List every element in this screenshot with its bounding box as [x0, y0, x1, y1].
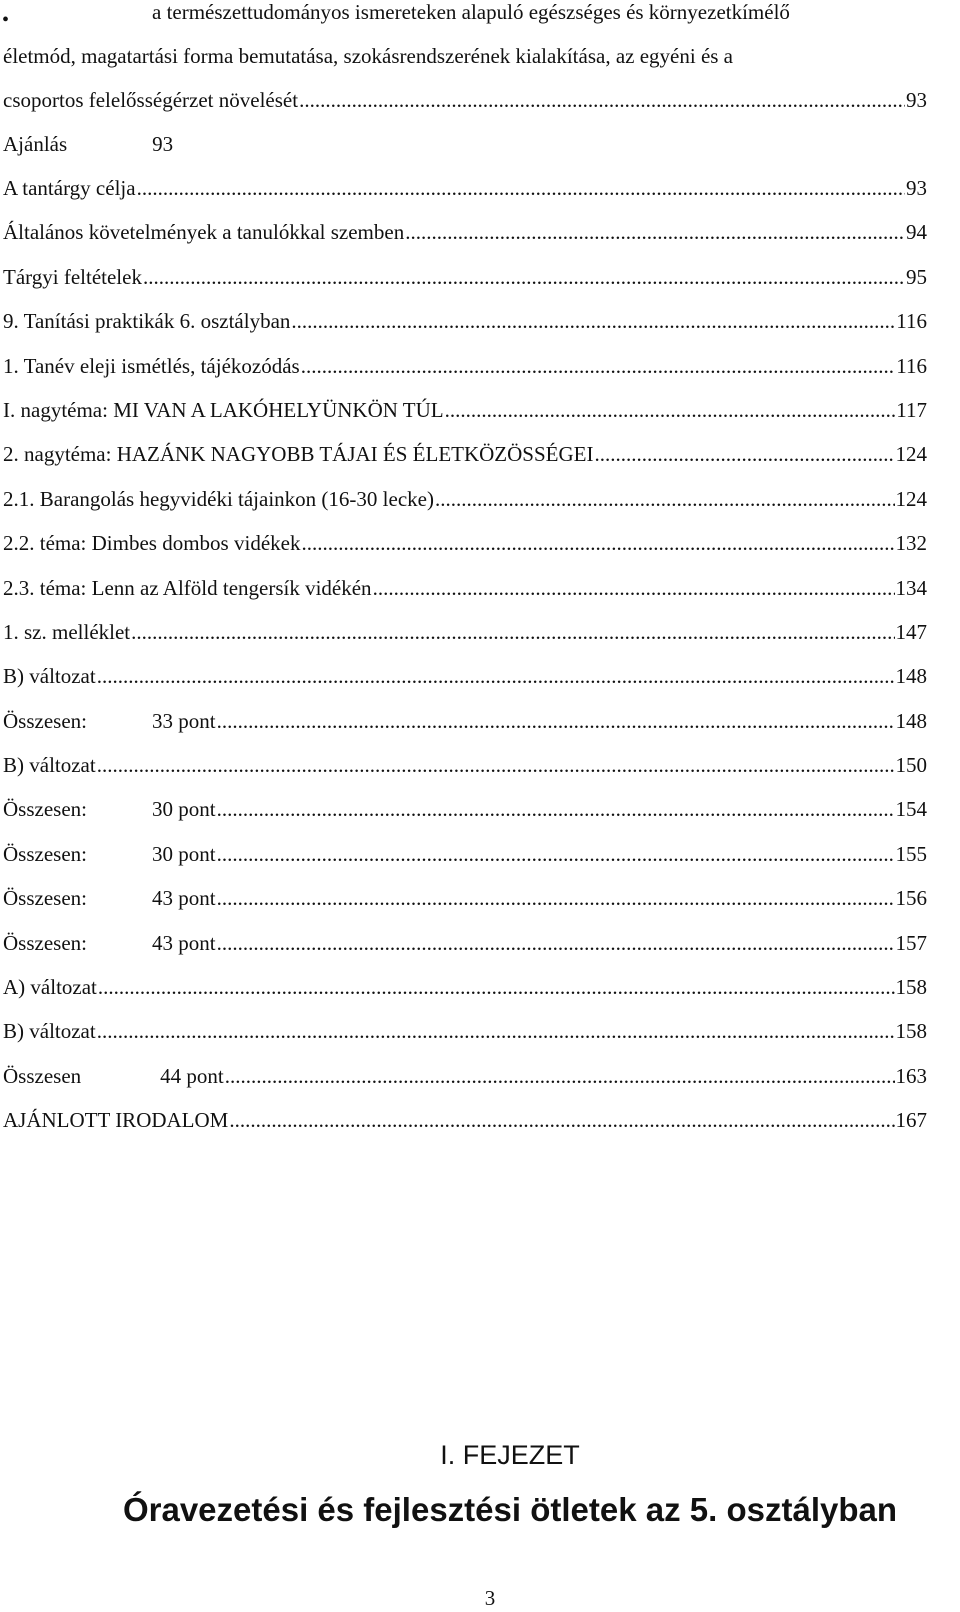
toc-entry-page: 150: [895, 753, 927, 778]
toc-entry[interactable]: [3, 88, 927, 132]
toc-leader-dots: [373, 576, 895, 600]
toc-entry-label: Ajánlás: [3, 132, 68, 156]
toc-entry-label: 9. Tanítási praktikák 6. osztályban: [3, 309, 291, 334]
toc-entry-page: 95: [906, 264, 927, 289]
toc-entry-page: 134: [895, 575, 927, 600]
toc-entry[interactable]: [3, 842, 927, 886]
toc-entry-label: Összesen:: [3, 708, 87, 733]
toc-entry-label: 2. nagytéma: HAZÁNK NAGYOBB TÁJAI ÉS ÉLETKÖZÖSSÉGEI: [3, 442, 594, 467]
chapter-title: Óravezetési és fejlesztési ötletek az 5. osztályban: [122, 1491, 898, 1528]
toc-entry-page: 156: [895, 886, 927, 911]
toc-entry-page: 124: [895, 486, 927, 511]
toc-leader-dots: [131, 620, 894, 644]
table-of-contents: [3, 88, 927, 1153]
toc-entry-label: Összesen:: [3, 930, 87, 955]
toc-entry-page: 158: [895, 1019, 927, 1044]
toc-leader-dots: [291, 309, 895, 333]
toc-entry[interactable]: [3, 487, 927, 531]
toc-leader-dots: [217, 886, 895, 910]
toc-entry-label: 2.2. téma: Dimbes dombos vidékek: [3, 531, 301, 556]
toc-entry-page: 93: [906, 88, 927, 112]
toc-entry-page: 157: [895, 930, 927, 955]
toc-entry[interactable]: [3, 220, 927, 264]
toc-entry[interactable]: [3, 398, 927, 442]
toc-entry[interactable]: [3, 265, 927, 309]
toc-leader-dots: [301, 354, 896, 378]
bullet-icon: •: [2, 9, 10, 31]
toc-entry-page: 154: [895, 797, 927, 822]
toc-entry-page: 116: [896, 353, 927, 378]
toc-leader-dots: [97, 664, 895, 688]
toc-entry-label: B) változat: [3, 1019, 96, 1044]
toc-leader-dots: [217, 931, 895, 955]
toc-leader-dots: [97, 753, 895, 777]
toc-entry-page: 94: [906, 220, 927, 245]
toc-leader-dots: [217, 797, 895, 821]
toc-entry[interactable]: [3, 709, 927, 753]
toc-entry-detail: 30 pont: [151, 797, 216, 822]
intro-line-1: a természettudományos ismereteken alapuló egészséges és környezetkímélő: [152, 0, 790, 24]
toc-entry-label: Összesen:: [3, 841, 87, 866]
toc-entry-page: 117: [896, 397, 927, 422]
toc-entry-page: 147: [895, 619, 927, 644]
intro-line-2: életmód, magatartási forma bemutatása, szokásrendszerének kialakítása, az egyéni és a: [3, 44, 734, 68]
toc-entry[interactable]: [3, 931, 927, 975]
toc-entry-label: Összesen:: [3, 797, 87, 822]
toc-entry-label: I. nagytéma: MI VAN A LAKÓHELYÜNKÖN TÚL: [3, 397, 444, 422]
toc-entry[interactable]: [3, 1064, 927, 1108]
toc-leader-dots: [98, 975, 895, 999]
toc-entry-page: 124: [895, 442, 927, 467]
toc-entry-label: Összesen:: [3, 886, 87, 911]
toc-entry-label: A) változat: [3, 975, 97, 1000]
toc-entry[interactable]: [3, 176, 927, 220]
toc-leader-dots: [435, 487, 895, 511]
toc-entry[interactable]: [3, 442, 927, 486]
toc-entry[interactable]: [3, 753, 927, 797]
toc-entry-page: 155: [895, 841, 927, 866]
toc-entry-label: Összesen: [3, 1063, 82, 1088]
toc-entry-detail: 33 pont: [151, 708, 216, 733]
toc-entry-detail: 30 pont: [151, 841, 216, 866]
toc-entry[interactable]: [3, 1108, 927, 1152]
toc-leader-dots: [445, 398, 896, 422]
toc-entry-detail: 43 pont: [151, 886, 216, 911]
toc-entry-page: 148: [895, 664, 927, 689]
toc-entry-page: 163: [895, 1063, 927, 1088]
toc-entry[interactable]: [3, 354, 927, 398]
toc-entry-label: 2.3. téma: Lenn az Alföld tengersík vidékén: [3, 575, 372, 600]
toc-leader-dots: [97, 1019, 895, 1043]
toc-leader-dots: [217, 842, 895, 866]
toc-entry-page: 132: [895, 531, 927, 556]
toc-entry-page: 167: [895, 1108, 927, 1133]
toc-entry-label: csoportos felelősségérzet növelését: [3, 88, 299, 112]
toc-leader-dots: [301, 531, 894, 555]
toc-entry[interactable]: [3, 309, 927, 353]
toc-entry-label: 1. Tanév eleji ismétlés, tájékozódás: [3, 353, 300, 378]
toc-entry[interactable]: [3, 531, 927, 575]
toc-entry-label: 1. sz. melléklet: [3, 619, 131, 644]
toc-leader-dots: [299, 88, 905, 112]
toc-entry-label: 2.1. Barangolás hegyvidéki tájainkon (16-30 lecke): [3, 486, 434, 511]
toc-entry[interactable]: [3, 797, 927, 841]
toc-entry-label: A tantárgy célja: [3, 176, 136, 200]
toc-entry[interactable]: [3, 664, 927, 708]
toc-entry-detail: 43 pont: [151, 930, 216, 955]
toc-entry[interactable]: [3, 132, 927, 176]
toc-entry-label: AJÁNLOTT IRODALOM: [3, 1108, 229, 1133]
toc-leader-dots: [137, 176, 905, 200]
toc-entry-page: 158: [895, 975, 927, 1000]
toc-leader-dots: [594, 442, 894, 466]
page-number: 3: [484, 1586, 496, 1610]
toc-entry[interactable]: [3, 975, 927, 1019]
toc-entry-label: B) változat: [3, 753, 96, 778]
toc-entry-label: Általános követelmények a tanulókkal szemben: [3, 220, 405, 245]
toc-entry-page: 148: [895, 708, 927, 733]
toc-entry-label: Tárgyi feltételek: [3, 264, 142, 289]
toc-leader-dots: [225, 1064, 895, 1088]
toc-entry-detail: 44 pont: [160, 1063, 224, 1088]
toc-leader-dots: [405, 220, 905, 244]
toc-entry-detail: 93: [152, 132, 174, 156]
chapter-number: I. FEJEZET: [440, 1440, 580, 1470]
toc-leader-dots: [229, 1108, 894, 1132]
toc-entry-page: 116: [896, 309, 927, 334]
toc-entry[interactable]: [3, 886, 927, 930]
toc-entry[interactable]: [3, 1019, 927, 1063]
toc-leader-dots: [143, 265, 905, 289]
toc-leader-dots: [217, 709, 895, 733]
toc-entry-label: B) változat: [3, 664, 96, 689]
toc-entry[interactable]: [3, 576, 927, 620]
toc-entry[interactable]: [3, 620, 927, 664]
toc-entry-page: 93: [906, 176, 927, 200]
